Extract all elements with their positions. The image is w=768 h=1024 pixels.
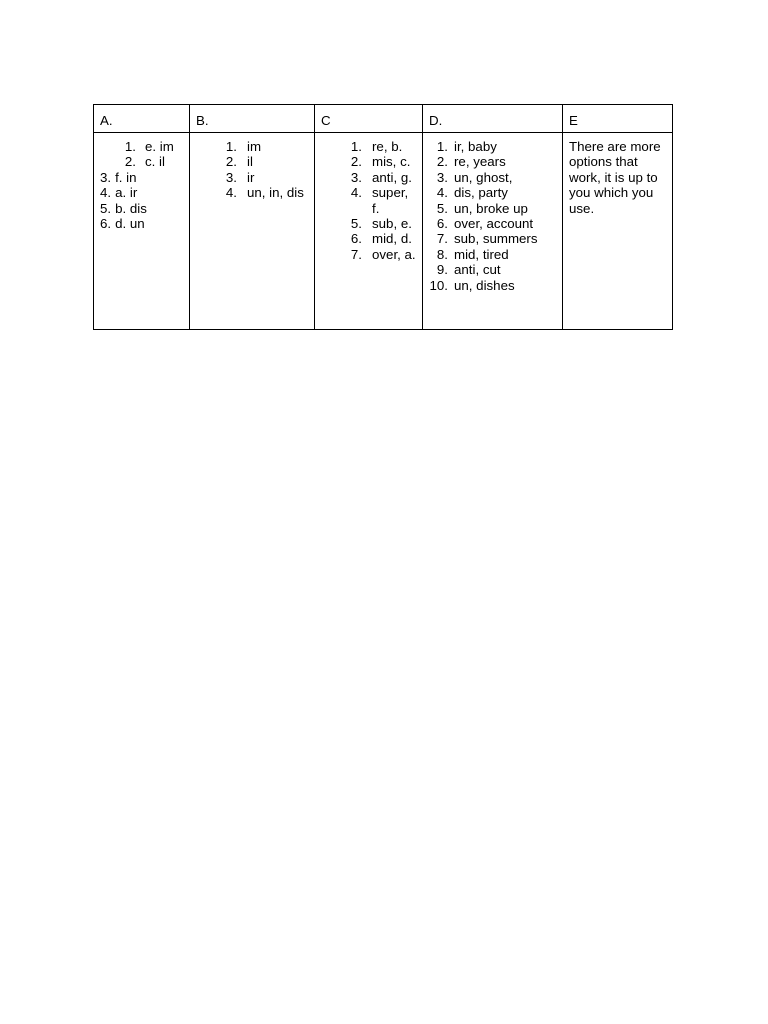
item-text: ir, baby: [454, 139, 497, 154]
list-item: [429, 278, 556, 293]
list-item: [429, 231, 556, 246]
list-item: [429, 170, 556, 185]
list-item: [321, 154, 416, 169]
list-item: [321, 216, 416, 231]
item-text: over, a.: [372, 246, 416, 262]
item-number: 1.: [124, 139, 136, 154]
list-item: [429, 139, 556, 154]
item-text: e. im: [145, 139, 174, 154]
item-number: 9.: [436, 262, 448, 278]
item-text: mis, c.: [372, 154, 411, 170]
cell-e: [563, 133, 673, 330]
cell-d: [423, 133, 563, 330]
item-number: 10.: [429, 277, 448, 293]
list-b: [196, 139, 308, 201]
item-number: 2.: [124, 154, 136, 170]
item-number: 3.: [100, 169, 112, 185]
item-text: un, broke up: [454, 200, 528, 216]
item-number: 5.: [100, 200, 112, 216]
list-item: [100, 154, 183, 169]
list-c: [321, 139, 416, 262]
answer-key-table: [93, 104, 673, 330]
cell-a: [94, 133, 190, 330]
item-number: 2.: [225, 154, 237, 170]
list-item: [196, 185, 308, 200]
item-number: 5.: [350, 216, 362, 232]
item-text: im: [247, 139, 262, 154]
list-item: [196, 170, 308, 185]
item-number: 8.: [436, 246, 448, 262]
item-text: super, f.: [372, 185, 409, 216]
item-text: re, years: [454, 154, 506, 170]
item-text: re, b.: [372, 139, 403, 154]
list-item: [429, 262, 556, 277]
item-number: 3.: [350, 169, 362, 185]
item-text: il: [247, 154, 253, 170]
item-number: 2.: [350, 154, 362, 170]
item-text: un, in, dis: [247, 185, 304, 201]
item-number: 2.: [436, 154, 448, 170]
item-number: 5.: [436, 200, 448, 216]
item-number: 6.: [436, 216, 448, 232]
item-text: anti, g.: [372, 169, 412, 185]
item-text: d. un: [115, 216, 145, 232]
item-number: 4.: [350, 185, 362, 201]
item-number: 6.: [100, 216, 112, 232]
list-item: [100, 170, 183, 185]
item-number: 1.: [225, 139, 237, 154]
item-number: 4.: [225, 185, 237, 201]
list-item: [429, 201, 556, 216]
header-row: [94, 105, 673, 133]
item-text: sub, e.: [372, 216, 412, 232]
list-item: [429, 154, 556, 169]
list-item: [321, 139, 416, 154]
item-text: dis, party: [454, 185, 508, 201]
list-item: [196, 154, 308, 169]
list-item: [321, 231, 416, 246]
list-item: [429, 185, 556, 200]
header-d: D.: [423, 105, 563, 133]
item-number: 6.: [350, 231, 362, 247]
item-number: 4.: [100, 185, 112, 201]
list-a: [100, 139, 183, 231]
item-text: mid, d.: [372, 231, 412, 247]
item-text: anti, cut: [454, 262, 501, 278]
item-text: mid, tired: [454, 246, 509, 262]
list-item: [100, 201, 183, 216]
item-number: 1.: [436, 139, 448, 154]
cell-b: [190, 133, 315, 330]
list-item: [321, 170, 416, 185]
list-d: [429, 139, 556, 293]
item-text: b. dis: [115, 200, 147, 216]
item-number: 1.: [350, 139, 362, 154]
item-text: un, dishes: [454, 277, 515, 293]
item-text: un, ghost,: [454, 169, 513, 185]
list-item: [429, 247, 556, 262]
item-text: c. il: [145, 154, 165, 170]
cell-c: [315, 133, 423, 330]
header-c: C: [315, 105, 423, 133]
list-item: [429, 216, 556, 231]
options-note: There are more options that work, it is up to you which you use.: [569, 139, 661, 216]
item-number: 4.: [436, 185, 448, 201]
list-item: [100, 185, 183, 200]
list-item: [100, 139, 183, 154]
list-item: [321, 247, 416, 262]
item-text: ir: [247, 169, 255, 185]
item-text: over, account: [454, 216, 534, 232]
item-number: 7.: [436, 231, 448, 247]
list-item: [100, 216, 183, 231]
list-item: [196, 139, 308, 154]
item-number: 3.: [225, 169, 237, 185]
header-a: A.: [94, 105, 190, 133]
item-text: a. ir: [115, 185, 138, 201]
item-number: 3.: [436, 169, 448, 185]
item-text: f. in: [115, 169, 137, 185]
header-b: B.: [190, 105, 315, 133]
list-item: [321, 185, 416, 216]
item-text: sub, summers: [454, 231, 538, 247]
answers-row: [94, 133, 673, 330]
header-e: E: [563, 105, 673, 133]
item-number: 7.: [350, 246, 362, 262]
